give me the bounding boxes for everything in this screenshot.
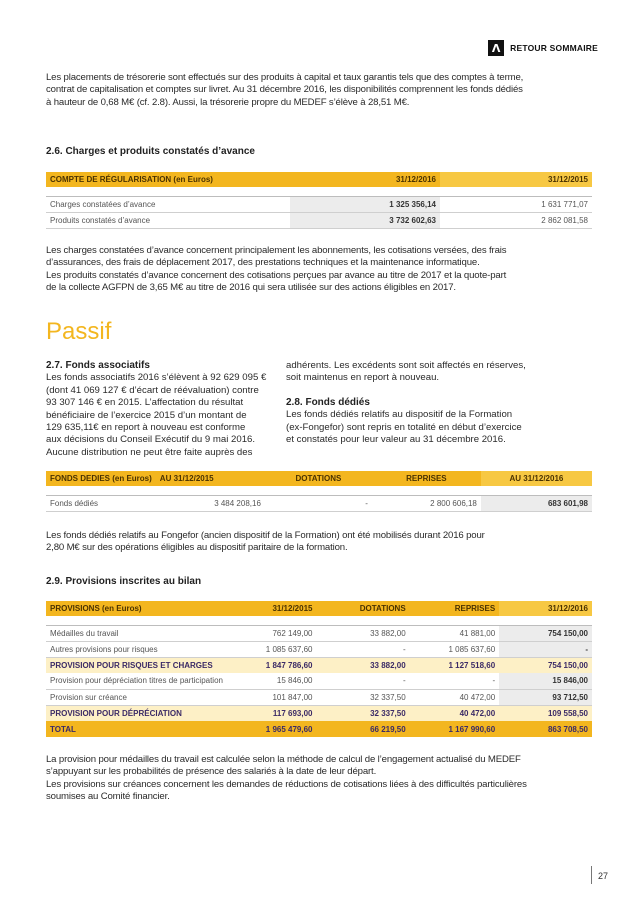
table-cell: 683 601,98	[481, 495, 592, 511]
text-line: soumises au Comité financier.	[46, 791, 170, 803]
table-cell: 1 085 637,60	[410, 641, 500, 657]
retour-sommaire-label: RETOUR SOMMAIRE	[510, 43, 598, 53]
text-line: s’appuyant sur les probabilités de présence des salariés à la date de leur départ.	[46, 766, 377, 778]
table-cell: 1 847 786,60	[227, 657, 317, 673]
table-header: REPRISES	[410, 601, 500, 616]
table-cell: -	[410, 673, 500, 689]
table-cell: 3 732 602,63	[290, 212, 440, 228]
up-chevron-icon: Λ	[488, 40, 504, 56]
table-cell: 762 149,00	[227, 625, 317, 641]
text-line: Les produits constatés d’avance concernent des cotisations perçues par avance au titre de 2017 et la quote-part	[46, 269, 507, 281]
table-cell: 15 846,00	[499, 673, 592, 689]
table-row	[46, 495, 592, 511]
table-cell: -	[316, 641, 409, 657]
table-cell: 754 150,00	[499, 657, 592, 673]
section-heading-2-9: 2.9. Provisions inscrites au bilan	[46, 576, 202, 587]
fonds-dedies-column	[286, 360, 526, 446]
table-row	[46, 689, 592, 705]
table-cell: 2 800 606,18	[372, 495, 481, 511]
table-cell: 3 484 208,16	[156, 495, 265, 511]
table-cell: 93 712,50	[499, 689, 592, 705]
table-cell: -	[265, 495, 372, 511]
text-line: et constatés pour leur valeur au 31 décembre 2016.	[286, 434, 506, 446]
table-cell: Provision sur créance	[46, 689, 227, 705]
table-cell: 1 127 518,60	[410, 657, 500, 673]
table-row	[46, 705, 592, 721]
text-line: (ex-Fongefor) sont repris en totalité en début d’exercice	[286, 421, 522, 433]
table-row	[46, 625, 592, 641]
table-cell: 1 631 771,07	[440, 196, 592, 212]
provisions-paragraph	[46, 754, 592, 804]
table-cell: 32 337,50	[316, 689, 409, 705]
text-line: soit maintenus en report à nouveau.	[286, 372, 440, 384]
table-header: AU 31/12/2015	[156, 471, 265, 486]
table-cell: 40 472,00	[410, 689, 500, 705]
charges-paragraph	[46, 245, 592, 295]
regularisation-table	[46, 172, 592, 229]
table-cell: Médailles du travail	[46, 625, 227, 641]
table-header: 31/12/2015	[440, 172, 592, 187]
table-row	[46, 673, 592, 689]
table-header: 31/12/2016	[290, 172, 440, 187]
table-cell: 66 219,50	[316, 721, 409, 737]
table-header: 31/12/2015	[227, 601, 317, 616]
text-line: Les charges constatées d’avance concernent principalement les abonnements, les cotisations versées, des frais	[46, 245, 507, 256]
table-cell: PROVISION POUR DÉPRÉCIATION	[46, 705, 227, 721]
retour-sommaire-link[interactable]	[488, 40, 598, 56]
intro-paragraph	[46, 72, 592, 109]
table-cell: 109 558,50	[499, 705, 592, 721]
table-cell: 15 846,00	[227, 673, 317, 689]
text-line: (dont 41 069 127 € d’écart de réévaluation) contre	[46, 384, 259, 396]
table-row	[46, 721, 592, 737]
table-cell: Fonds dédiés	[46, 495, 156, 511]
table-cell: TOTAL	[46, 721, 227, 737]
table-cell: 33 882,00	[316, 625, 409, 641]
text-line: aux décisions du Conseil Exécutif du 9 mai 2016.	[46, 434, 256, 446]
text-line: 129 635,11€ en report à nouveau est conforme	[46, 422, 246, 434]
table-cell: 40 472,00	[410, 705, 500, 721]
fonds-dedies-table	[46, 471, 592, 512]
table-cell: 101 847,00	[227, 689, 317, 705]
table-header: 31/12/2016	[499, 601, 592, 616]
text-line: bénéficiaire de l’exercice 2015 d’un montant de	[46, 409, 247, 421]
table-cell: Charges constatées d’avance	[46, 196, 290, 212]
table-cell: 2 862 081,58	[440, 212, 592, 228]
table-cell: PROVISION POUR RISQUES ET CHARGES	[46, 657, 227, 673]
page-divider	[591, 866, 592, 884]
text-line: contrat de capitalisation et comptes sur livret. Au 31 décembre 2016, les disponibilités comprennent les fonds dédiés	[46, 84, 523, 96]
table-cell: 1 325 356,14	[290, 196, 440, 212]
table-header: FONDS DEDIES (en Euros)	[46, 471, 156, 486]
text-line: Les fonds dédiés relatifs au dispositif de la Formation	[286, 409, 513, 421]
table-row	[46, 196, 592, 212]
table-header: DOTATIONS	[265, 471, 372, 486]
text-line: La provision pour médailles du travail est calculée selon la méthode de calcul de l’engagement actualisé du MEDEF	[46, 754, 521, 765]
table-cell: Autres provisions pour risques	[46, 641, 227, 657]
text-line: à hauteur de 0,68 M€ (cf. 2.8). Aussi, la trésorerie propre du MEDEF s’élève à 28,51 M€.	[46, 96, 410, 108]
table-header: PROVISIONS (en Euros)	[46, 601, 227, 616]
section-heading-2-6: 2.6. Charges et produits constatés d’avance	[46, 146, 255, 157]
text-line: Les provisions sur créances concernent les demandes de réductions de cotisations liées à des difficultés particulières	[46, 778, 527, 790]
table-cell: 863 708,50	[499, 721, 592, 737]
table-header: REPRISES	[372, 471, 481, 486]
text-line: adhérents. Les excédents sont soit affectés en réserves,	[286, 360, 526, 371]
text-line: Les fonds dédiés relatifs au Fongefor (ancien dispositif de la Formation) ont été mobilisés durant 2016 pour	[46, 530, 485, 541]
text-line: Les fonds associatifs 2016 s’élèvent à 92 629 095 €	[46, 372, 267, 384]
table-row	[46, 212, 592, 228]
table-header: DOTATIONS	[316, 601, 409, 616]
table-cell: -	[499, 641, 592, 657]
table-cell: 754 150,00	[499, 625, 592, 641]
table-cell: Produits constatés d’avance	[46, 212, 290, 228]
passif-title: Passif	[46, 318, 112, 345]
table-cell: 1 085 637,60	[227, 641, 317, 657]
text-line: 93 307 146 € en 2015. L’affectation du résultat	[46, 397, 244, 409]
provisions-table	[46, 601, 592, 737]
table-row	[46, 641, 592, 657]
section-heading-2-7: 2.7. Fonds associatifs	[46, 360, 150, 371]
text-line: d’assurances, des frais de déplacement 2017, des prestations techniques et la maintenance informatique.	[46, 257, 480, 269]
text-line: Aucune distribution ne peut être faite auprès des	[46, 446, 253, 458]
table-cell: Provision pour dépréciation titres de participation	[46, 673, 227, 689]
table-cell: 1 965 479,60	[227, 721, 317, 737]
table-header: AU 31/12/2016	[481, 471, 592, 486]
table-cell: 41 881,00	[410, 625, 500, 641]
fonds-associatifs-column	[46, 360, 276, 459]
table-cell: -	[316, 673, 409, 689]
table-cell: 1 167 990,60	[410, 721, 500, 737]
table-row	[46, 657, 592, 673]
page-number: 27	[598, 871, 609, 881]
table-header: COMPTE DE RÉGULARISATION (en Euros)	[46, 172, 290, 187]
text-line: de la collecte AGFPN de 3,65 M€ au titre de 2016 qui sera utilisée sur des actions éligibles en 2017.	[46, 282, 456, 294]
table-cell: 33 882,00	[316, 657, 409, 673]
table-cell: 32 337,50	[316, 705, 409, 721]
fonds-paragraph	[46, 530, 592, 555]
section-heading-2-8: 2.8. Fonds dédiés	[286, 396, 370, 408]
text-line: Les placements de trésorerie sont effectués sur des produits à capital et taux garantis tels que des comptes à terme,	[46, 72, 524, 83]
text-line: 2,80 M€ sur des opérations éligibles au dispositif paritaire de la formation.	[46, 542, 348, 554]
table-cell: 117 693,00	[227, 705, 317, 721]
